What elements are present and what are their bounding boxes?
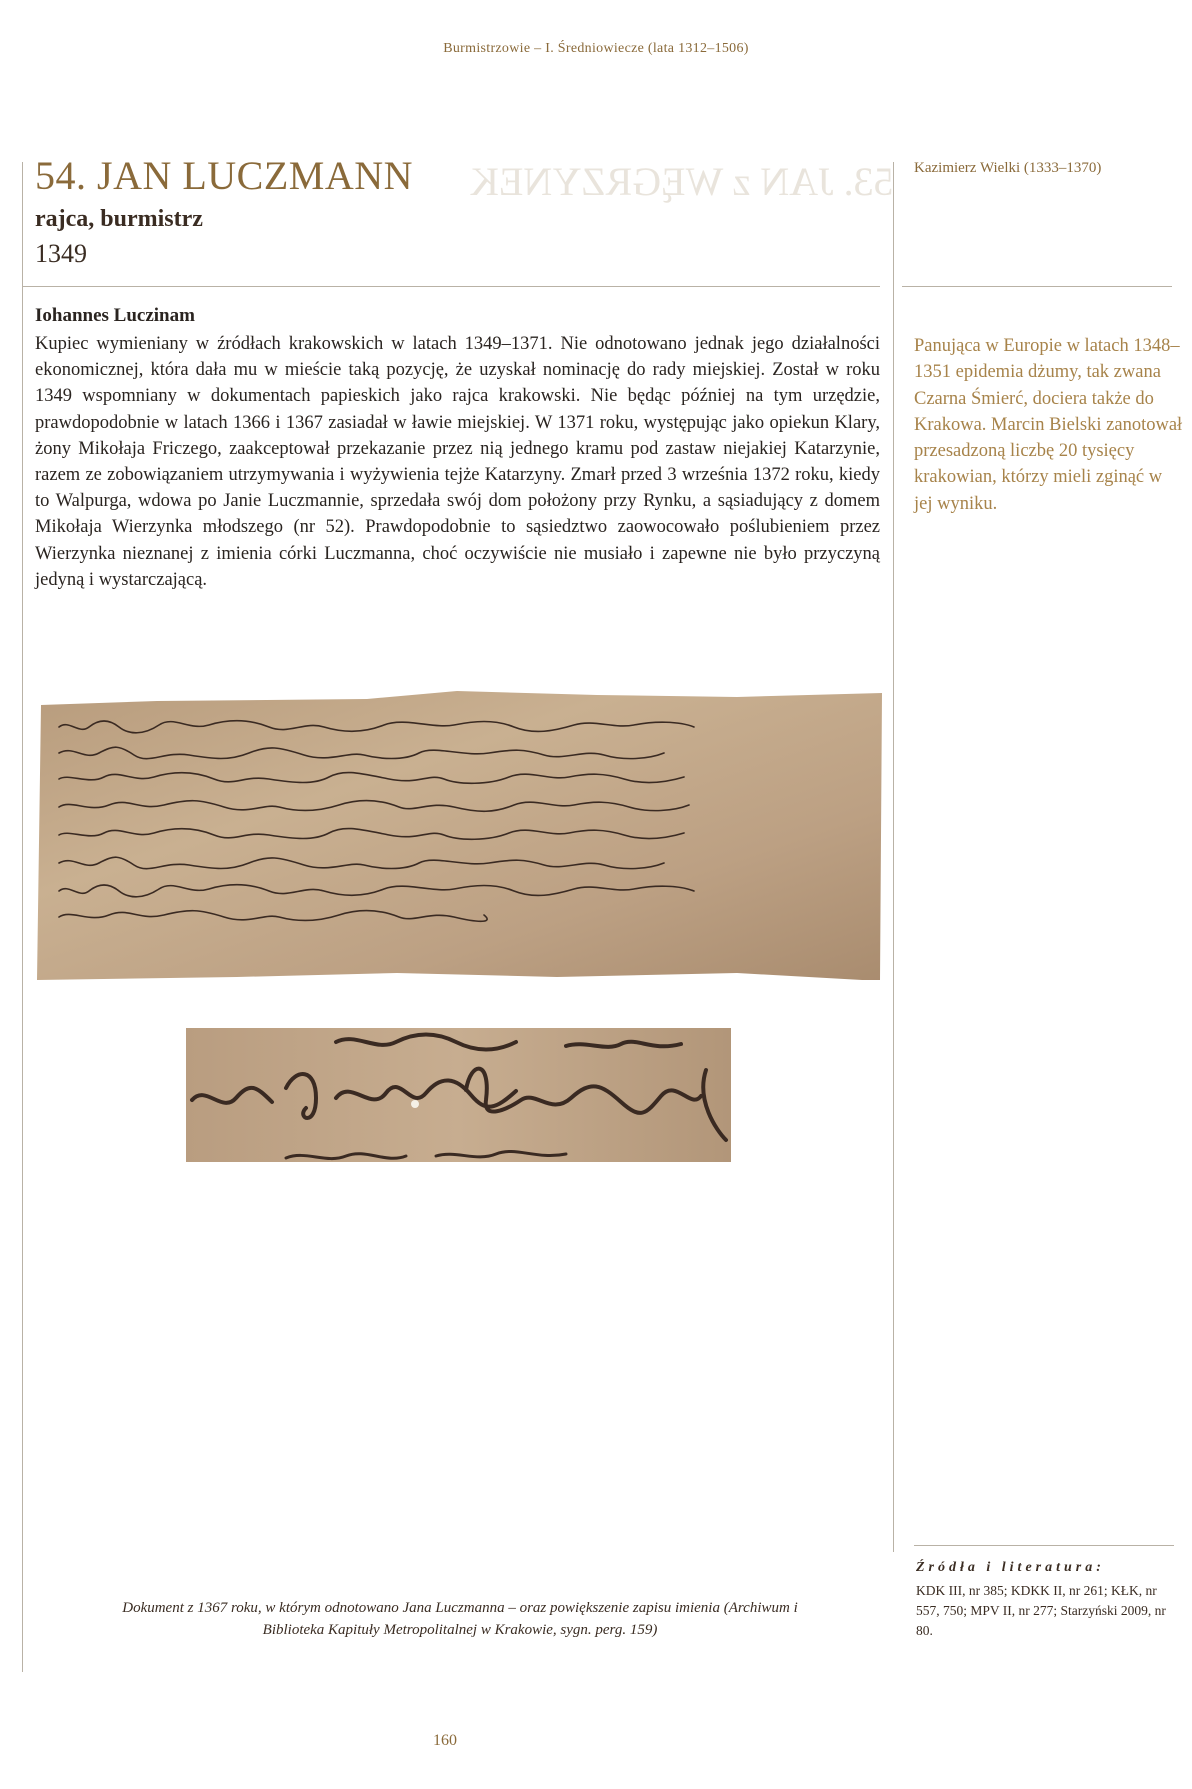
parchment-name-enlargement <box>186 1028 731 1162</box>
sidebar-reign: Kazimierz Wielki (1333–1370) <box>914 160 1102 176</box>
entry-subtitle: rajca, burmistrz <box>35 206 203 232</box>
page-number: 160 <box>433 1732 457 1749</box>
sidebar-note: Panująca w Europie w latach 1348–1351 epidemia dżumy, tak zwana Czarna Śmierć, dociera także do Krakowa. Marcin Bielski zanotował przesadzoną liczbę 20 tysięcy krakowian, którzy mieli zginąć w jej wyniku. <box>914 336 1183 514</box>
sources-heading: Źródła i literatura: <box>916 1560 1105 1575</box>
entry-title: 54. JAN LUCZMANN <box>35 153 413 198</box>
parchment-document-image <box>37 691 882 980</box>
entry-body: Kupiec wymieniany w źródłach krakowskich w latach 1349–1371. Nie odnotowano jednak jego działalności ekonomicznej, która dała mu w mieście taką pozycję, że uzyskał nominację do rady miejskiej. Został w roku 1349 wspomniany w dokumentach papieskich jako rajca krakowski. Nie będąc później na tym urzędzie, prawdopodobnie w latach 1366 i 1367 zasiadał w ławie miejskiej. W 1371 roku, występując jako opiekun Klary, żony Mikołaja Friczego, zaakceptował przekazanie przez nią jednego kramu pod zastaw niejakiej Katarzynie, razem ze zobowiązaniem utrzymywania i wyżywienia tejże Katarzyny. Zmarł przed 3 września 1372 roku, kiedy to Walpurga, wdowa po Janie Luczmannie, sprzedała swój dom położony przy Rynku, a sąsiadujący z domem Mikołaja Wierzynka młodszego (nr 52). Prawdopodobnie to sąsiedztwo zaowocowało poślubieniem przez Wierzynka nieznanej z imienia córki Luczmanna, choć oczywiście nie musiało i zapewne nie było przyczyną jedyną i wystarczającą. <box>35 334 880 590</box>
entry-year: 1349 <box>35 239 87 268</box>
sidebar-title-rule <box>902 286 1172 287</box>
latin-name: Iohannes Luczinam <box>35 305 195 326</box>
title-underline-rule <box>22 286 880 287</box>
sources-rule <box>914 1545 1174 1546</box>
sidebar-divider-rule <box>893 162 894 1552</box>
sources-text: KDK III, nr 385; KDKK II, nr 261; KŁK, nr 557, 750; MPV II, nr 277; Starzyński 2009, nr 80. <box>916 1583 1166 1638</box>
left-margin-rule <box>22 162 23 1672</box>
figure-caption: Dokument z 1367 roku, w którym odnotowano Jana Luczmanna – oraz powiększenie zapisu imienia (Archiwum i Biblioteka Kapituły Metropolitalnej w Krakowie, sygn. perg. 159) <box>122 1600 798 1638</box>
running-header: Burmistrzowie – I. Średniowiecze (lata 1312–1506) <box>443 41 749 56</box>
show-through-title: 53. JAN z WĘGRZYNEK <box>470 159 894 204</box>
